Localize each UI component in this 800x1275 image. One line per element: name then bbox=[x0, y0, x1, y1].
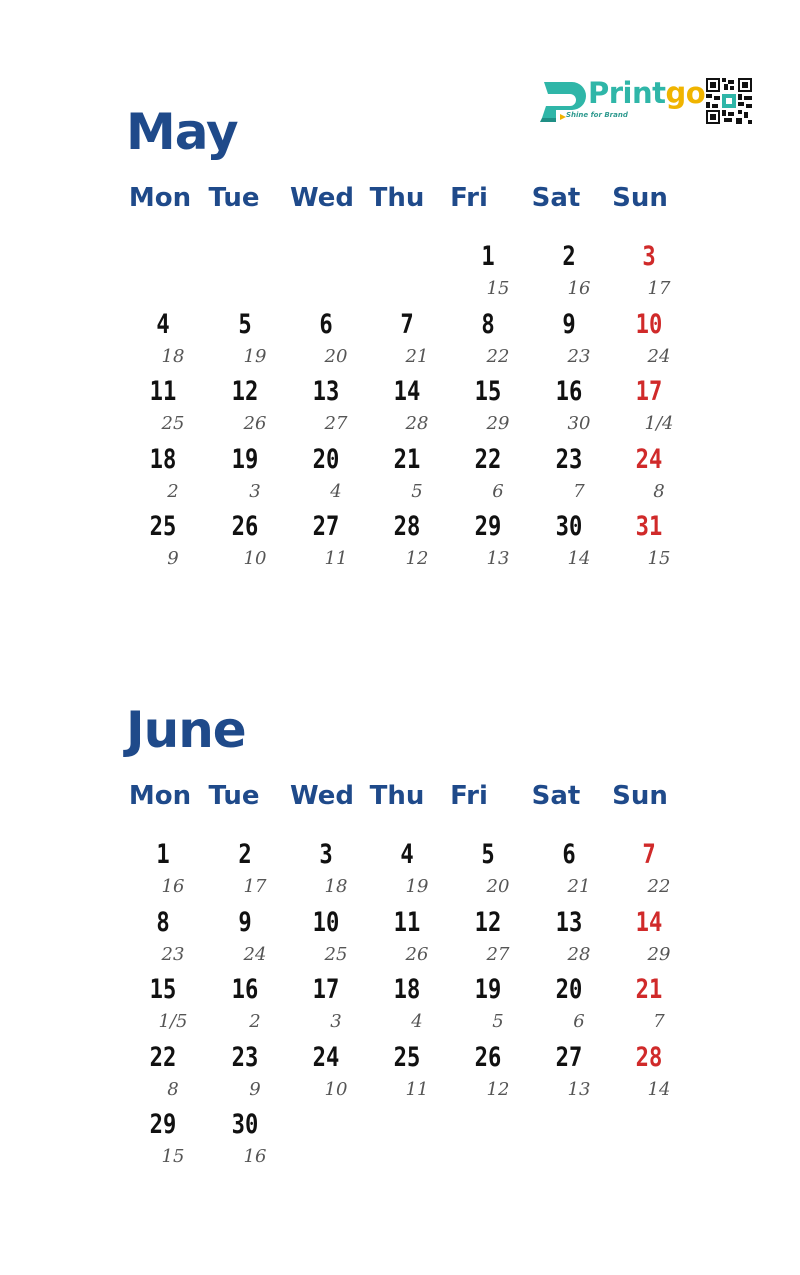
calendar-date: 25 bbox=[149, 511, 177, 542]
weekday-header: Wed bbox=[290, 781, 354, 811]
lunar-date: 22 bbox=[486, 345, 510, 367]
lunar-date: 8 bbox=[653, 480, 665, 502]
calendar-date: 8 bbox=[481, 308, 495, 340]
weekday-header: Sun bbox=[612, 781, 668, 811]
calendar-date: 12 bbox=[474, 906, 502, 938]
weekday-header: Sat bbox=[531, 183, 581, 213]
calendar-date: 10 bbox=[312, 906, 340, 938]
lunar-date: 2 bbox=[249, 1011, 261, 1032]
lunar-date: 1/4 bbox=[644, 413, 674, 434]
lunar-date: 17 bbox=[243, 876, 267, 897]
lunar-date: 20 bbox=[486, 876, 510, 897]
brand-tagline: Shine for Brand bbox=[566, 111, 628, 119]
calendar-date: 19 bbox=[231, 443, 259, 475]
weekday-header: Mon bbox=[128, 781, 192, 811]
calendar-date: 16 bbox=[231, 974, 259, 1005]
lunar-date: 19 bbox=[405, 876, 429, 897]
lunar-date: 4 bbox=[411, 1011, 423, 1032]
calendar-date: 22 bbox=[149, 1041, 177, 1073]
lunar-date: 3 bbox=[330, 1011, 342, 1032]
calendar-date: 27 bbox=[555, 1041, 583, 1073]
lunar-date: 12 bbox=[405, 548, 429, 569]
lunar-date: 14 bbox=[567, 548, 591, 569]
calendar-date: 22 bbox=[474, 443, 502, 475]
calendar-date: 20 bbox=[312, 443, 340, 475]
calendar-date: 23 bbox=[555, 443, 583, 475]
weekday-header: Tue bbox=[208, 183, 260, 213]
sunday-date: 14 bbox=[635, 906, 663, 938]
sunday-date: 10 bbox=[635, 308, 663, 340]
lunar-date: 22 bbox=[647, 876, 671, 897]
weekday-header: Thu bbox=[369, 781, 425, 811]
calendar-date: 28 bbox=[393, 511, 421, 542]
lunar-date: 19 bbox=[243, 345, 267, 367]
lunar-date: 24 bbox=[647, 345, 671, 367]
lunar-date: 20 bbox=[324, 345, 348, 367]
calendar-date: 13 bbox=[555, 906, 583, 938]
lunar-date: 21 bbox=[405, 345, 429, 367]
calendar-date: 6 bbox=[319, 308, 333, 340]
calendar-date: 26 bbox=[474, 1041, 502, 1073]
calendar-date: 24 bbox=[312, 1041, 340, 1073]
weekday-header: Tue bbox=[208, 781, 260, 811]
lunar-date: 15 bbox=[486, 278, 510, 299]
calendar-date: 30 bbox=[555, 511, 583, 542]
lunar-date: 26 bbox=[405, 943, 429, 965]
calendar-date: 15 bbox=[474, 376, 502, 407]
lunar-date: 30 bbox=[567, 413, 591, 434]
sunday-date: 24 bbox=[635, 443, 663, 475]
lunar-date: 13 bbox=[567, 1078, 591, 1100]
calendar-date: 20 bbox=[555, 974, 583, 1005]
calendar-date: 2 bbox=[238, 839, 252, 870]
brand-logo bbox=[538, 74, 758, 130]
lunar-date: 15 bbox=[161, 1146, 185, 1167]
lunar-date: 17 bbox=[647, 278, 671, 299]
calendar-date: 27 bbox=[312, 511, 340, 542]
calendar-date: 7 bbox=[400, 308, 414, 340]
calendar-date: 9 bbox=[238, 906, 252, 938]
weekday-header: Wed bbox=[290, 183, 354, 213]
lunar-date: 5 bbox=[492, 1011, 504, 1032]
brand-name-part1: Print bbox=[588, 76, 666, 110]
weekday-header: Sun bbox=[612, 183, 668, 213]
lunar-date: 6 bbox=[492, 480, 504, 502]
calendar-date: 29 bbox=[149, 1109, 177, 1140]
calendar-date: 14 bbox=[393, 376, 421, 407]
qr-code-icon bbox=[706, 78, 752, 124]
sunday-date: 28 bbox=[635, 1041, 663, 1073]
lunar-date: 7 bbox=[653, 1011, 665, 1032]
calendar-date: 5 bbox=[238, 308, 252, 340]
lunar-date: 9 bbox=[249, 1078, 261, 1100]
lunar-date: 16 bbox=[567, 278, 591, 299]
calendar-date: 16 bbox=[555, 376, 583, 407]
lunar-date: 24 bbox=[243, 943, 267, 965]
calendar-date: 5 bbox=[481, 839, 495, 870]
lunar-date: 11 bbox=[405, 1078, 429, 1100]
lunar-date: 15 bbox=[647, 548, 671, 569]
calendar-date: 15 bbox=[149, 974, 177, 1005]
calendar-date: 18 bbox=[393, 974, 421, 1005]
lunar-date: 29 bbox=[647, 943, 671, 965]
brand-wordmark bbox=[588, 76, 705, 110]
calendar-date: 9 bbox=[562, 308, 576, 340]
calendar-date: 25 bbox=[393, 1041, 421, 1073]
sunday-date: 17 bbox=[635, 376, 663, 407]
calendar-date: 2 bbox=[562, 241, 576, 272]
calendar-date: 12 bbox=[231, 376, 259, 407]
calendar-date: 21 bbox=[393, 443, 421, 475]
lunar-date: 27 bbox=[324, 413, 348, 434]
lunar-date: 23 bbox=[161, 943, 185, 965]
lunar-date: 10 bbox=[324, 1078, 348, 1100]
calendar-date: 30 bbox=[231, 1109, 259, 1140]
lunar-date: 7 bbox=[573, 480, 585, 502]
calendar-date: 6 bbox=[562, 839, 576, 870]
weekday-header: Fri bbox=[450, 183, 488, 213]
lunar-date: 25 bbox=[161, 413, 185, 434]
lunar-date: 13 bbox=[486, 548, 510, 569]
calendar-date: 11 bbox=[393, 906, 421, 938]
lunar-date: 2 bbox=[167, 480, 179, 502]
sunday-date: 21 bbox=[635, 974, 663, 1005]
weekday-header: Fri bbox=[450, 781, 488, 811]
lunar-date: 29 bbox=[486, 413, 510, 434]
lunar-date: 23 bbox=[567, 345, 591, 367]
calendar-date: 1 bbox=[481, 241, 495, 272]
lunar-date: 8 bbox=[167, 1078, 179, 1100]
calendar-date: 1 bbox=[156, 839, 170, 870]
calendar-date: 4 bbox=[156, 308, 170, 340]
month-title: June bbox=[126, 701, 246, 759]
month-title: May bbox=[126, 103, 238, 161]
lunar-date: 5 bbox=[411, 480, 423, 502]
lunar-date: 18 bbox=[324, 876, 348, 897]
lunar-date: 9 bbox=[167, 548, 179, 569]
lunar-date: 25 bbox=[324, 943, 348, 965]
lunar-date: 16 bbox=[161, 876, 185, 897]
lunar-date: 14 bbox=[647, 1078, 671, 1100]
calendar-date: 3 bbox=[319, 839, 333, 870]
calendar-date: 18 bbox=[149, 443, 177, 475]
calendar-date: 8 bbox=[156, 906, 170, 938]
sunday-date: 31 bbox=[635, 511, 663, 542]
lunar-date: 10 bbox=[243, 548, 267, 569]
calendar-date: 29 bbox=[474, 511, 502, 542]
weekday-header: Thu bbox=[369, 183, 425, 213]
sunday-date: 3 bbox=[642, 241, 656, 272]
calendar-date: 11 bbox=[149, 376, 177, 407]
lunar-date: 3 bbox=[249, 480, 261, 502]
lunar-date: 18 bbox=[161, 345, 185, 367]
weekday-header: Sat bbox=[531, 781, 581, 811]
calendar-date: 13 bbox=[312, 376, 340, 407]
weekday-header: Mon bbox=[128, 183, 192, 213]
lunar-date: 1/5 bbox=[158, 1011, 188, 1032]
lunar-date: 28 bbox=[567, 943, 591, 965]
lunar-date: 27 bbox=[486, 943, 510, 965]
lunar-date: 12 bbox=[486, 1078, 510, 1100]
lunar-date: 4 bbox=[330, 480, 342, 502]
calendar-date: 26 bbox=[231, 511, 259, 542]
calendar-date: 23 bbox=[231, 1041, 259, 1073]
calendar-date: 19 bbox=[474, 974, 502, 1005]
calendar-date: 17 bbox=[312, 974, 340, 1005]
sunday-date: 7 bbox=[642, 839, 656, 870]
lunar-date: 26 bbox=[243, 413, 267, 434]
lunar-date: 16 bbox=[243, 1146, 267, 1167]
lunar-date: 6 bbox=[573, 1011, 585, 1032]
calendar-date: 4 bbox=[400, 839, 414, 870]
lunar-date: 21 bbox=[567, 876, 591, 897]
lunar-date: 11 bbox=[324, 548, 348, 569]
lunar-date: 28 bbox=[405, 413, 429, 434]
brand-name-part2: go bbox=[665, 76, 706, 110]
